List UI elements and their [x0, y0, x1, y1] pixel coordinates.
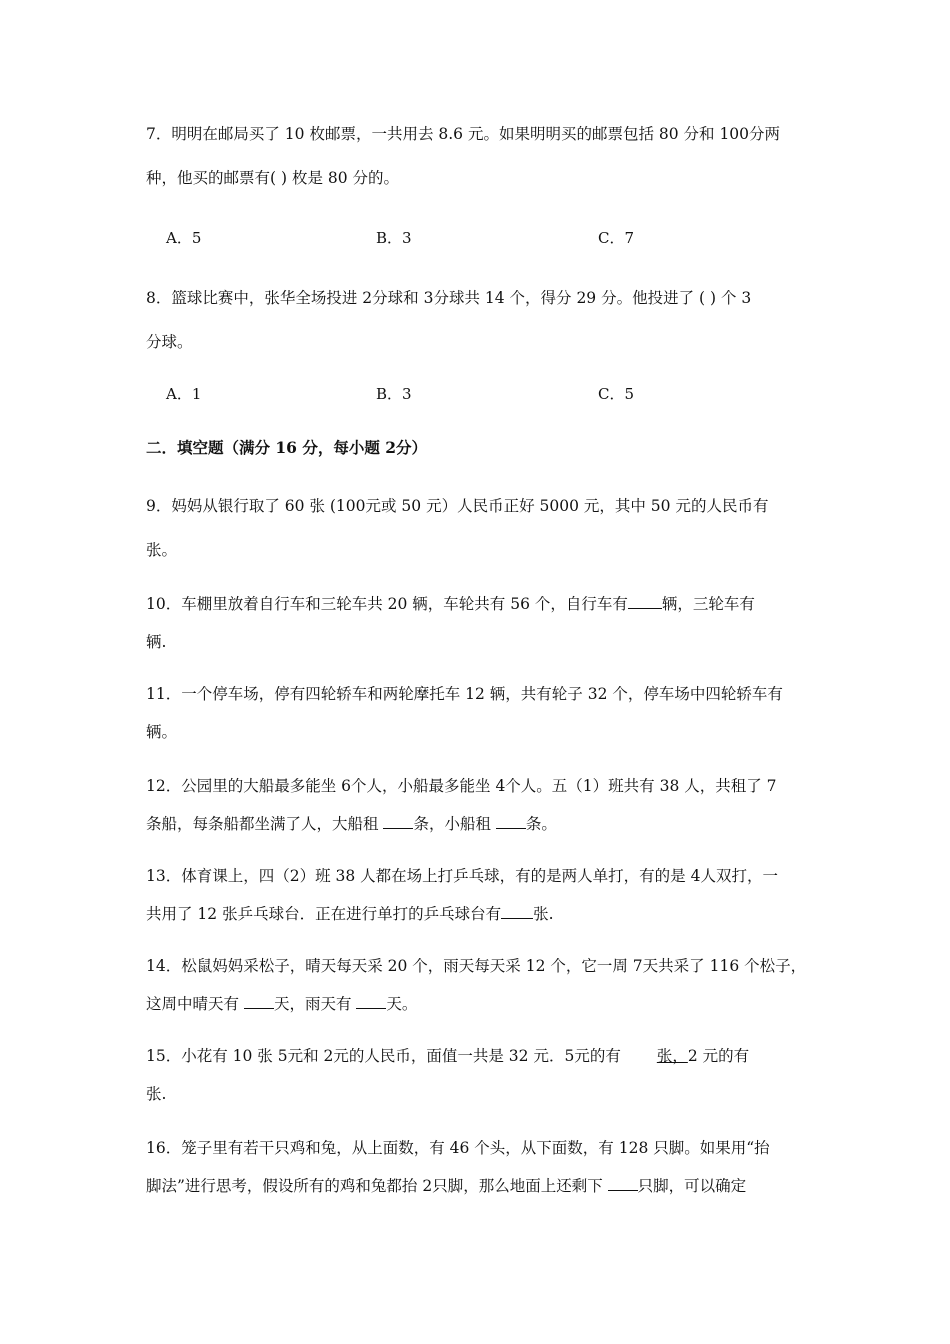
q7-option-a: A．5 [166, 229, 202, 247]
q15-text-a: 15．小花有 10 张 5元和 2元的人民币，面值一共是 32 元．5元的有 [146, 1047, 621, 1065]
q12-line1: 12．公园里的大船最多能坐 6个人，小船最多能坐 4个人。五（1）班共有 38 人，共租了 7 [146, 777, 777, 795]
q8-line1: 8．篮球比赛中，张华全场投进 2分球和 3分球共 14 个，得分 29 分。他投进了 ( ) 个 3 [146, 289, 752, 307]
q13-line2 [146, 904, 554, 924]
q14-line2 [146, 994, 417, 1014]
q8-line2: 分球。 [146, 333, 193, 351]
q7-line2: 种，他买的邮票有( ) 枚是 80 分的。 [146, 169, 400, 187]
q15-blank-1[interactable]: 张， [656, 1047, 688, 1065]
q8-option-c: C．5 [598, 385, 635, 403]
q12-blank-1[interactable] [383, 814, 413, 829]
q16-blank-1[interactable] [608, 1176, 638, 1191]
q9-line2: 张。 [146, 541, 178, 559]
q16-line2 [146, 1176, 746, 1196]
q7-option-b: B．3 [376, 229, 412, 247]
q15-line2: 张. [146, 1085, 167, 1103]
q12-text-a: 条船，每条船都坐满了人，大船租 [146, 815, 384, 833]
q14-blank-2[interactable] [356, 994, 386, 1009]
q10-line2: 辆. [146, 633, 167, 651]
q10-blank-1[interactable] [628, 594, 662, 609]
q12-text-b: 条，小船租 [413, 815, 496, 833]
q8-option-b: B．3 [376, 385, 412, 403]
q16-line1: 16．笼子里有若干只鸡和兔，从上面数，有 46 个头，从下面数，有 128 只脚。如果用“抬 [146, 1139, 770, 1157]
q15-line1 [146, 1046, 749, 1066]
q16-text-a: 脚法”进行思考，假设所有的鸡和兔都抬 2只脚，那么地面上还剩下 [146, 1177, 608, 1195]
q11-line1: 11．一个停车场，停有四轮轿车和两轮摩托车 12 辆，共有轮子 32 个，停车场中四轮轿车有 [146, 685, 783, 703]
q13-text-a: 共用了 12 张乒乓球台．正在进行单打的乒乓球台有 [146, 905, 502, 923]
q10-text-b: 辆，三轮车有 [661, 595, 755, 613]
q13-line1: 13．体育课上，四（2）班 38 人都在场上打乒乓球，有的是两人单打，有的是 4人双打，一 [146, 867, 778, 885]
section-2-heading: 二．填空题（满分 16 分，每小题 2分） [146, 438, 428, 457]
q13-text-b: 张. [533, 905, 554, 923]
q14-text-c: 天。 [386, 995, 418, 1013]
q12-text-c: 条。 [525, 815, 557, 833]
q16-text-b: 只脚，可以确定 [637, 1177, 747, 1195]
q9-line1: 9．妈妈从银行取了 60 张 (100元或 50 元）人民币正好 5000 元，其中 50 元的人民币有 [146, 497, 769, 515]
q14-text-a: 这周中晴天有 [146, 995, 244, 1013]
q10-line1 [146, 594, 755, 614]
q8-option-a: A．1 [166, 385, 202, 403]
q14-line1: 14．松鼠妈妈采松子，晴天每天采 20 个，雨天每天采 12 个，它一周 7天共采了 116 个松子， [146, 957, 807, 975]
q12-line2 [146, 814, 557, 834]
q15-text-c: 2 元的有 [687, 1047, 750, 1065]
q7-option-c: C．7 [598, 229, 635, 247]
q14-text-b: 天，雨天有 [273, 995, 357, 1013]
q11-line2: 辆。 [146, 723, 178, 741]
q7-line1: 7．明明在邮局买了 10 枚邮票，一共用去 8.6 元。如果明明买的邮票包括 80 分和 100分两 [146, 125, 781, 143]
q13-blank-1[interactable] [501, 904, 533, 919]
q12-blank-2[interactable] [496, 814, 526, 829]
q14-blank-1[interactable] [244, 994, 274, 1009]
q10-text-a: 10．车棚里放着自行车和三轮车共 20 辆，车轮共有 56 个，自行车有 [146, 595, 628, 613]
